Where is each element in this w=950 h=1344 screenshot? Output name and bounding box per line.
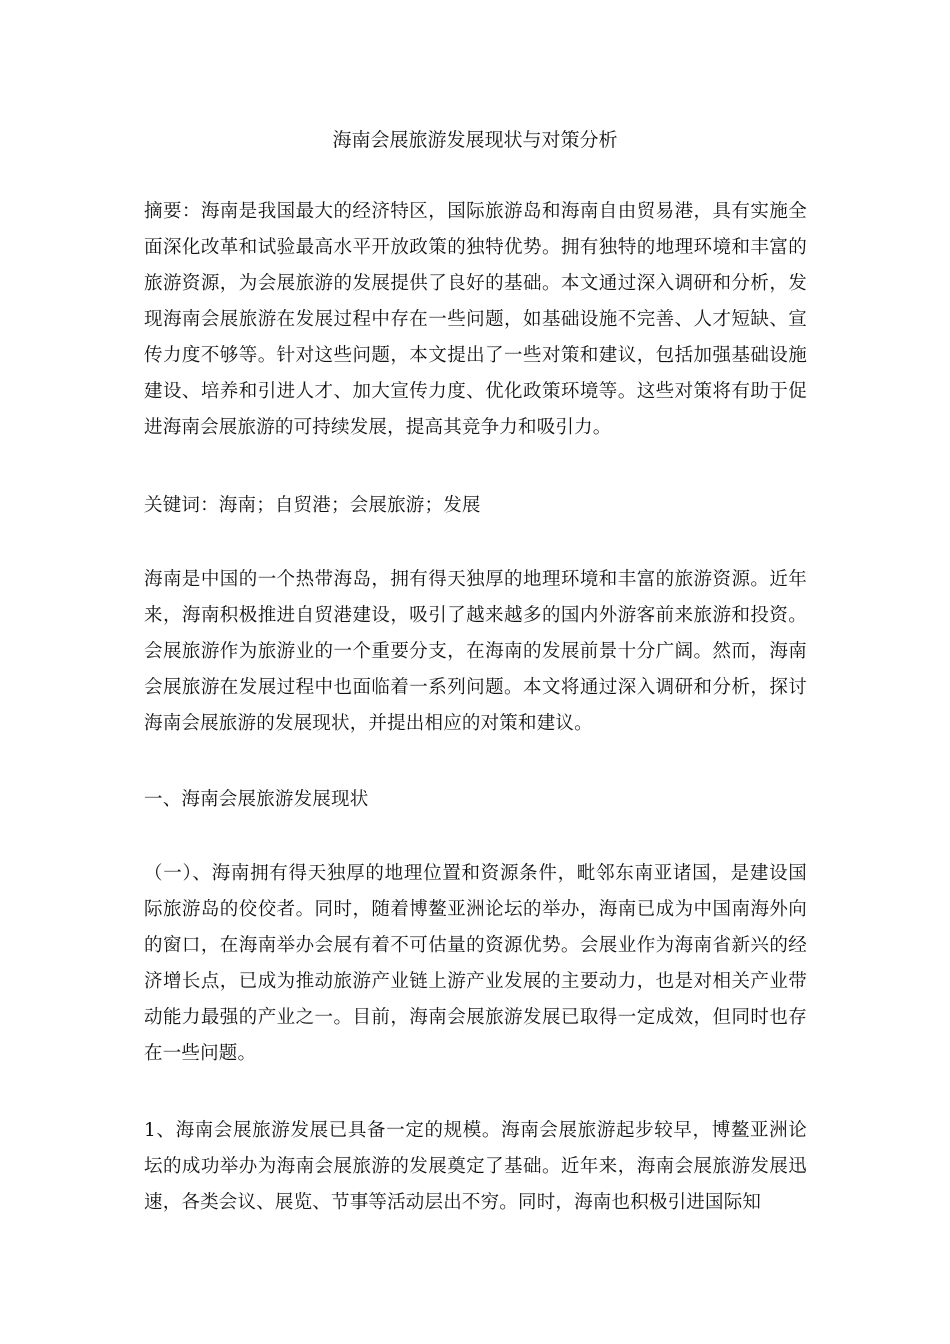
abstract-paragraph: 摘要：海南是我国最大的经济特区，国际旅游岛和海南自由贸易港，具有实施全面深化改革和试验最高水平开放政策的独特优势。拥有独特的地理环境和丰富的旅游资源，为会展旅游的发展提供了良好的基础。本文通过深入调研和分析，发现海南会展旅游在发展过程中存在一些问题，如基础设施不完善、人才短缺、宣传力度不够等。针对这些问题，本文提出了一些对策和建议，包括加强基础设施建设、培养和引进人才、加大宣传力度、优化政策环境等。这些对策将有助于促进海南会展旅游的可持续发展，提高其竞争力和吸引力。 (144, 201, 807, 438)
subsection-paragraph: （一）、海南拥有得天独厚的地理位置和资源条件，毗邻东南亚诸国，是建设国际旅游岛的佼佼者。同时，随着博鳌亚洲论坛的举办，海南已成为中国南海外向的窗口，在海南举办会展有着不可估量的资源优势。会展业作为海南省新兴的经济增长点，已成为推动旅游产业链上游产业发展的主要动力，也是对相关产业带动能力最强的产业之一。目前，海南会展旅游发展已取得一定成效，但同时也存在一些问题。 (144, 863, 807, 1064)
keywords-line: 关键词：海南；自贸港；会展旅游；发展 (144, 495, 481, 516)
numbered-paragraph: 1、海南会展旅游发展已具备一定的规模。海南会展旅游起步较早，博鳌亚洲论坛的成功举办为海南会展旅游的发展奠定了基础。近年来，海南会展旅游发展迅速，各类会议、展览、节事等活动层出不穷。同时，海南也积极引进国际知 (144, 1120, 807, 1213)
section-heading: 一、海南会展旅游发展现状 (144, 789, 369, 810)
document-title: 海南会展旅游发展现状与对策分析 (332, 129, 618, 151)
intro-paragraph: 海南是中国的一个热带海岛，拥有得天独厚的地理环境和丰富的旅游资源。近年来，海南积极推进自贸港建设，吸引了越来越多的国内外游客前来旅游和投资。会展旅游作为旅游业的一个重要分支，在海南的发展前景十分广阔。然而，海南会展旅游在发展过程中也面临着一系列问题。本文将通过深入调研和分析，探讨海南会展旅游的发展现状，并提出相应的对策和建议。 (144, 569, 807, 734)
